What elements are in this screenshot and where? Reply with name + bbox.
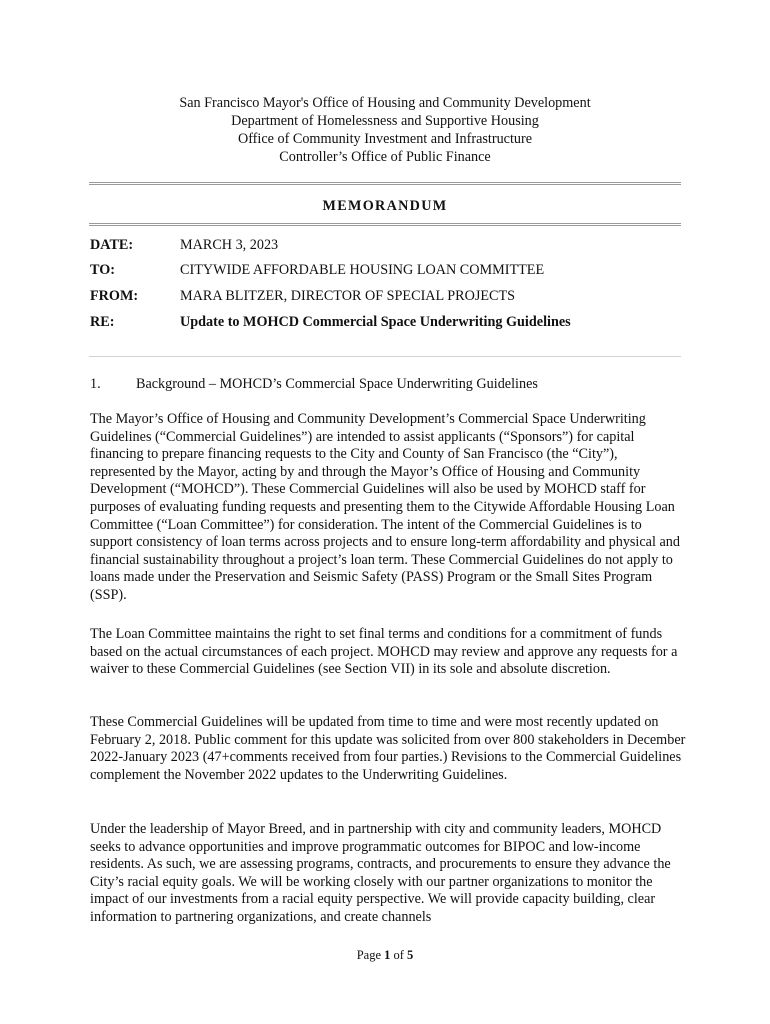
letterhead-line-1: San Francisco Mayor's Office of Housing and Community Development [179, 95, 591, 111]
letterhead-line-3: Office of Community Investment and Infrastructure [237, 131, 533, 147]
from-value: MARA BLITZER, DIRECTOR OF SPECIAL PROJECTS [180, 288, 516, 304]
title-divider [89, 223, 681, 226]
section-number: 1. [90, 376, 101, 392]
re-label: RE: [90, 314, 115, 330]
header-bottom-divider [89, 356, 681, 357]
paragraph-4 [90, 821, 686, 927]
paragraph-1-text: The Mayor’s Office of Housing and Community Development’s Commercial Space Underwriting Guidelines (“Commercial Guidelines”) are intended to assist applicants (“Sponsors”) for capital financing to prepare financing requests to the City and County of San Francisco (the “City”), represented by the Mayor, acting by and through the Mayor’s Office of Housing and Community Development (“MOHCD”). These Commercial Guidelines will also be used by MOHCD staff for purposes of evaluating funding requests and presenting them to the Citywide Affordable Housing Loan Committee (“Loan Committee”) for consideration. The intent of the Commercial Guidelines is to support consistency of loan terms across projects and to ensure long-term affordability and physical and financial sustainability throughout a project’s loan term. These Commercial Guidelines do not apply to loans made under the Preservation and Seismic Safety (PASS) Program or the Small Sites Program (SSP). [90, 411, 680, 603]
total-pages-number: 5 [407, 948, 414, 962]
section-title: Background – MOHCD’s Commercial Space Underwriting Guidelines [136, 376, 538, 392]
date-label: DATE: [90, 237, 134, 253]
paragraph-1 [90, 411, 686, 605]
page-word: Page [356, 948, 381, 962]
letterhead-line-2: Department of Homelessness and Supportive Housing [231, 113, 539, 129]
paragraph-3 [90, 714, 686, 784]
paragraph-3-text: These Commercial Guidelines will be updated from time to time and were most recently updated on February 2, 2018. Public comment for this update was solicited from over 800 stakeholders in December 2022-January 2023 (47+comments received from four parties.) Revisions to the Commercial Guidelines complement the November 2022 updates to the Underwriting Guidelines. [90, 714, 686, 783]
letterhead-line-4: Controller’s Office of Public Finance [279, 149, 491, 165]
page-footer [0, 947, 770, 963]
to-value: CITYWIDE AFFORDABLE HOUSING LOAN COMMITTEE [180, 262, 545, 278]
to-label: TO: [90, 262, 115, 278]
paragraph-2 [90, 626, 686, 679]
paragraph-2-text: The Loan Committee maintains the right to set final terms and conditions for a commitment of funds based on the actual circumstances of each project. MOHCD may review and approve any requests for a waiver to these Commercial Guidelines (see Section VII) in its sole and absolute discretion. [90, 626, 678, 678]
of-word: of [393, 948, 404, 962]
letterhead [0, 94, 770, 166]
current-page-number: 1 [384, 948, 391, 962]
paragraph-4-text: Under the leadership of Mayor Breed, and in partnership with city and community leaders, MOHCD seeks to advance opportunities and improve programmatic outcomes for BIPOC and low-income residents. As such, we are assessing programs, contracts, and procurements to ensure they advance the City’s racial equity goals. We will be working closely with our partner organizations to monitor the impact of our investments from a racial equity perspective. We will provide capacity building, clear information to partnering organizations, and create channels [90, 821, 671, 925]
re-value: Update to MOHCD Commercial Space Underwriting Guidelines [180, 314, 571, 330]
from-label: FROM: [90, 288, 139, 304]
top-divider [89, 182, 681, 185]
memo-title: MEMORANDUM [322, 198, 448, 214]
date-value: MARCH 3, 2023 [180, 237, 279, 253]
